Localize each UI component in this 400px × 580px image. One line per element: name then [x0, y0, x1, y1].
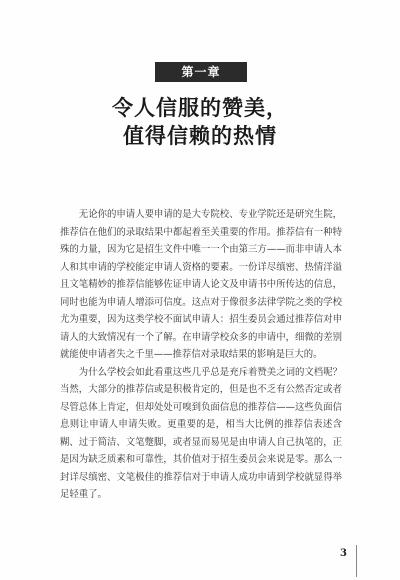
paragraph-2: 为什么学校会如此看重这些几乎总是充斥着赞美之词的文档呢？当然，大部分的推荐信或是积极肯定的，但是也不乏有公然否定或者尽管总体上肯定，但却处处可嗅到负面信息的推荐信——这些负面信息则让申请人申请失败。更重要的是，相当大比例的推荐信表述含糊、过于简洁、文笔蹩脚，或者显而易见是由申请人自己执笔的，正是因为缺乏质素和可靠性，其价值对于招生委员会来说是零。那么一封详尽缜密、文笔极佳的推荐信对于申请人成功申请到学校就显得举足轻重了。 [60, 366, 342, 500]
body-text [60, 206, 342, 504]
chapter-title-line-1: 令人信服的赞美， [112, 95, 288, 120]
chapter-label: 第一章 [155, 62, 247, 82]
chapter-title-line-2: 值得信赖的热情 [123, 123, 277, 148]
paragraph-1: 无论你的申请人要申请的是大专院校、专业学院还是研究生院，推荐信在他们的录取结果中都起着至关重要的作用。推荐信有一种特殊的力量，因为它是招生文件中唯一一个由第三方——而非申请人本人和其申请的学校能定申请人资格的要素。一份详尽缜密、热情洋溢且文笔精妙的推荐信能够佐证申请人论文及申请书中所传达的信息，同时也能为申请人增添可信度。这点对于像很多法律学院之类的学校尤为重要，因为这类学校不面试申请人：招生委员会通过推荐信对申请人的大致情况有一个了解。在申请学校众多的申请中，细微的差别就能使申请者失之千里——推荐信对录取结果的影响是巨大的。 [60, 209, 342, 360]
page-number: 3 [340, 548, 347, 559]
page-number-rule [356, 545, 357, 577]
